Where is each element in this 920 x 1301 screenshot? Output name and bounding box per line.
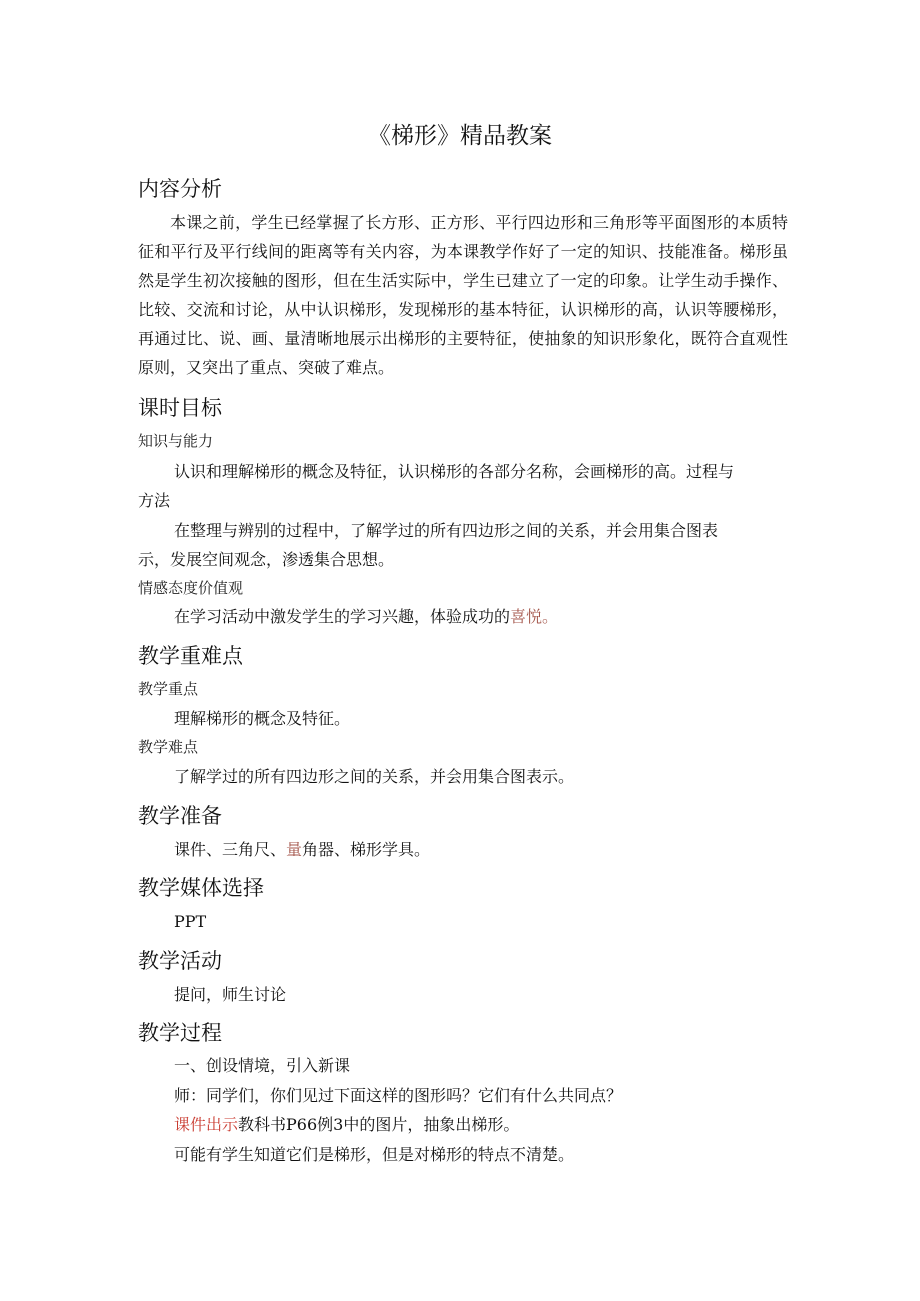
text-emotion <box>174 603 558 631</box>
heading-process: 教学过程 <box>138 1021 222 1045</box>
label-key-point: 教学重点 <box>138 680 199 698</box>
heading-media: 教学媒体选择 <box>138 876 264 900</box>
document-title: 《梯形》精品教案 <box>368 123 552 149</box>
heading-key-points: 教学重难点 <box>138 644 243 668</box>
text-knowledge-line2: 方法 <box>138 491 171 510</box>
label-emotion: 情感态度价值观 <box>138 579 244 597</box>
text-activities: 提问，师生讨论 <box>174 985 287 1004</box>
text-knowledge-line1: 认识和理解梯形的概念及特征，认识梯形的各部分名称，会画梯形的高。过程与 <box>174 462 735 481</box>
text-courseware-rest: 教科书P66例3中的图片，抽象出梯形。 <box>238 1115 520 1134</box>
heading-content-analysis: 内容分析 <box>138 177 222 201</box>
heading-activities: 教学活动 <box>138 949 222 973</box>
label-knowledge: 知识与能力 <box>138 432 214 450</box>
text-key-point: 理解梯形的概念及特征。 <box>174 709 351 728</box>
text-preparation-a: 课件、三角尺、 <box>174 840 287 859</box>
text-process-line2: 示，发展空间观念，渗透集合思想。 <box>138 550 395 569</box>
label-difficulty: 教学难点 <box>138 738 199 756</box>
text-preparation-b: 角器、梯形学具。 <box>302 840 431 859</box>
text-courseware-label: 课件出示 <box>174 1115 239 1134</box>
heading-objectives: 课时目标 <box>138 396 222 420</box>
text-process-step1: 一、创设情境，引入新课 <box>174 1056 351 1075</box>
text-process-line1: 在整理与辨别的过程中，了解学过的所有四边形之间的关系，并会用集合图表 <box>174 521 719 540</box>
text-emotion-highlight: 喜悦。 <box>510 607 559 626</box>
text-media: PPT <box>174 912 207 931</box>
paragraph-content-analysis: 本课之前，学生已经掌握了长方形、正方形、平行四边形和三角形等平面图形的本质特征和平行及平行线间的距离等有关内容，为本课教学作好了一定的知识、技能准备。梯形虽然是学生初次接触的图形，但在生活实际中，学生已建立了一定的印象。让学生动手操作、比较、交流和讨论，从中认识梯形，发现梯形的基本特征，认识梯形的高，认识等腰梯形，再通过比、说、画、量清晰地展示出梯形的主要特征，使抽象的知识形象化，既符合直观性原则，又突出了重点、突破了难点。 <box>138 213 788 377</box>
heading-preparation: 教学准备 <box>138 804 222 828</box>
text-emotion-main: 在学习活动中激发学生的学习兴趣，体验成功的 <box>174 607 511 626</box>
text-process-courseware <box>174 1111 519 1139</box>
text-preparation <box>174 836 430 864</box>
text-preparation-highlight: 量 <box>286 840 303 859</box>
text-difficulty: 了解学过的所有四边形之间的关系，并会用集合图表示。 <box>174 767 575 786</box>
text-process-teacher: 师：同学们，你们见过下面这样的图形吗？它们有什么共同点？ <box>174 1086 623 1105</box>
text-process-note: 可能有学生知道它们是梯形，但是对梯形的特点不清楚。 <box>174 1145 575 1164</box>
